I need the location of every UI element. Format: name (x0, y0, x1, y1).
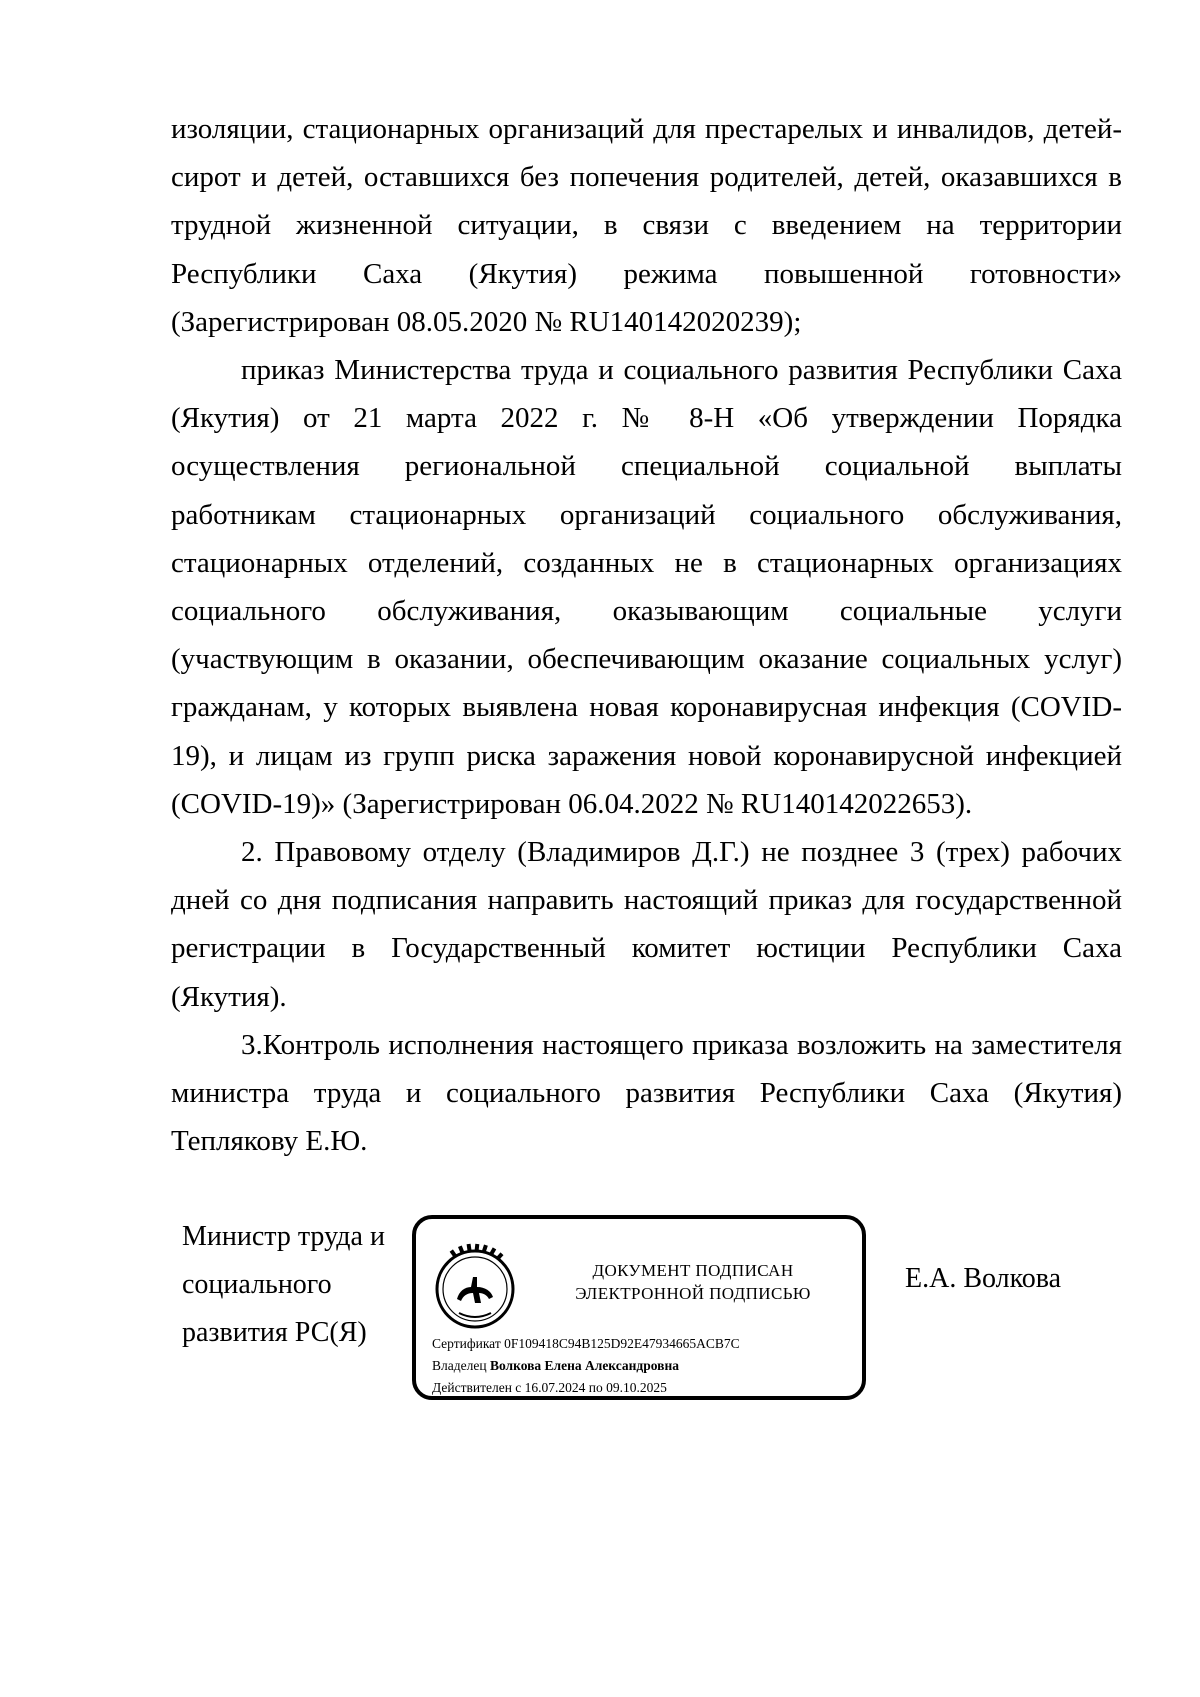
stamp-details (432, 1333, 740, 1399)
document-body (171, 105, 1122, 1165)
signatory-position-line: развития РС(Я) (182, 1317, 367, 1348)
certificate-value: 0F109418C94B125D92E47934665ACB7C (504, 1336, 740, 1351)
certificate-label: Сертификат (432, 1336, 501, 1351)
signatory-position (182, 1213, 385, 1357)
paragraph-item-2: 2. Правовому отделу (Владимиров Д.Г.) не позднее 3 (трех) рабочих дней со дня подписания направить настоящий приказ для государственной регистрации в Государственный комитет юстиции Республики Саха (Якутия). (171, 836, 1122, 1013)
valid-to: 09.10.2025 (606, 1380, 667, 1395)
valid-from: 16.07.2024 (524, 1380, 586, 1395)
paragraph-item-3: 3.Контроль исполнения настоящего приказа возложить на заместителя министра труда и социального развития Республики Саха (Якутия) Теплякову Е.Ю. (171, 1028, 1122, 1158)
signatory-position-line: социального (182, 1269, 332, 1300)
sakha-republic-emblem-icon (429, 1241, 521, 1333)
stamp-title-line: ДОКУМЕНТ ПОДПИСАН (592, 1261, 794, 1280)
paragraph-order-reference: приказ Министерства труда и социального развития Республики Саха (Якутия) от 21 марта 2022 г. № 8-Н «Об утверждении Порядка осуществления региональной специальной социальной выплаты работникам стационарных организаций социального обслуживания, стационарных отделений, созданных не в стационарных организациях социального обслуживания, оказывающим социальные услуги (участвующим в оказании, обеспечивающим оказание социальных услуг) гражданам, у которых выявлена новая коронавирусная инфекция (COVID-19), и лицам из групп риска заражения новой коронавирусной инфекцией (COVID-19)» (Зарегистрирован 06.04.2022 № RU140142022653). (171, 354, 1122, 820)
valid-label: Действителен с (432, 1380, 522, 1395)
certificate-row (432, 1333, 740, 1355)
validity-row (432, 1377, 740, 1399)
paragraph-continuation: изоляции, стационарных организаций для престарелых и инвалидов, детей-сирот и детей, оставшихся без попечения родителей, детей, оказавшихся в трудной жизненной ситуации, в связи с введением на территории Республики Саха (Якутия) режима повышенной готовности» (Зарегистрирован 08.05.2020 № RU140142020239); (171, 113, 1122, 338)
stamp-title-line: ЭЛЕКТРОННОЙ ПОДПИСЬЮ (575, 1284, 811, 1303)
electronic-signature-stamp (412, 1215, 866, 1400)
owner-label: Владелец (432, 1358, 487, 1373)
owner-value: Волкова Елена Александровна (489, 1358, 680, 1373)
valid-to-label: по (588, 1380, 603, 1395)
signatory-position-line: Министр труда и (182, 1221, 385, 1252)
signatory-name: Е.А. Волкова (905, 1263, 1062, 1294)
owner-row (432, 1355, 740, 1377)
stamp-title (528, 1259, 858, 1305)
